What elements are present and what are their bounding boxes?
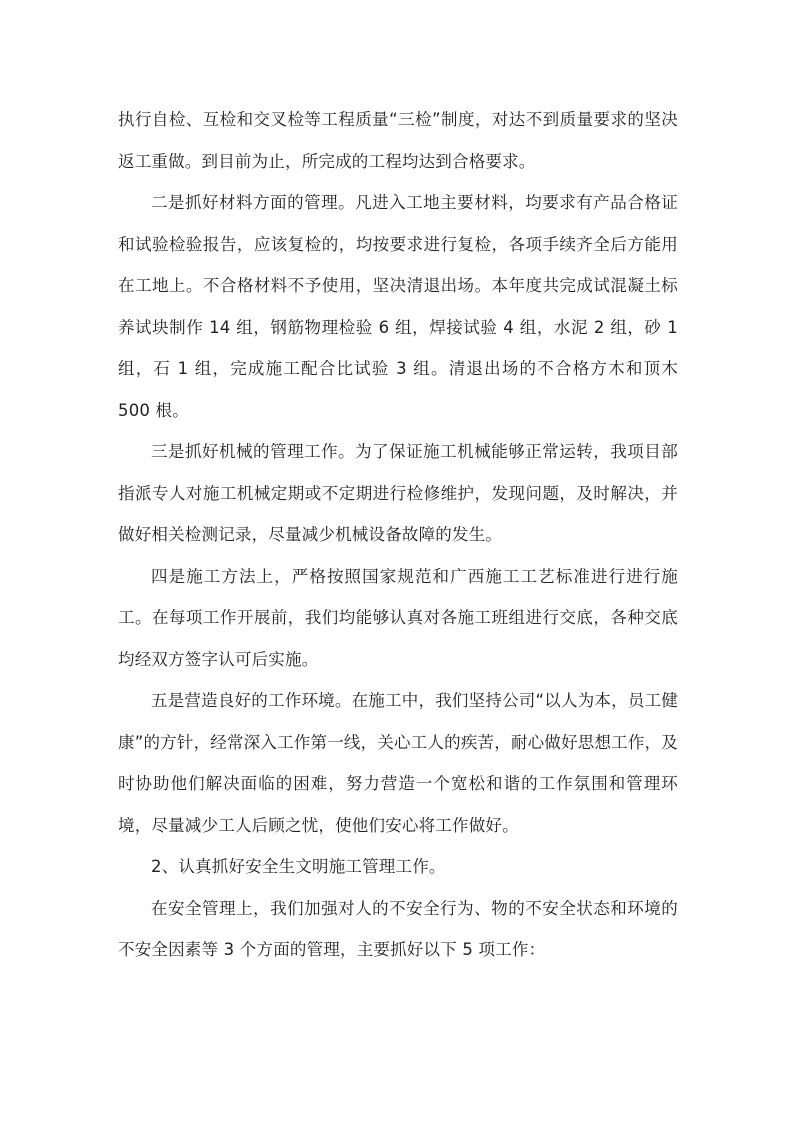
section-heading-safety: 2、认真抓好安全生文明施工管理工作。 bbox=[151, 857, 446, 876]
paragraph-work-environment: 五是营造良好的工作环境。在施工中，我们坚持公司“以人为本，员工健康”的方针，经常深入工作第一线，关心工人的疾苦，耐心做好思想工作，及时协助他们解决面临的困难，努力营造一个宽松和谐的工作氛围和管理环境，尽量减少工人后顾之忧，使他们安心将工作做好。 bbox=[118, 691, 678, 835]
paragraph-machinery-management: 三是抓好机械的管理工作。为了保证施工机械能够正常运转，我项目部指派专人对施工机械定期或不定期进行检修维护，发现问题，及时解决，并做好相关检测记录，尽量减少机械设备故障的发生。 bbox=[118, 442, 678, 544]
document-body bbox=[118, 99, 678, 971]
paragraph-construction-methods: 四是施工方法上，严格按照国家规范和广西施工工艺标准进行进行施工。在每项工作开展前，我们均能够认真对各施工班组进行交底，各种交底均经双方签字认可后实施。 bbox=[118, 566, 678, 669]
paragraph-quality-check-continuation: 执行自检、互检和交叉检等工程质量“三检”制度，对达不到质量要求的坚决返工重做。到目前为止，所完成的工程均达到合格要求。 bbox=[118, 110, 678, 171]
paragraph-materials-management: 二是抓好材料方面的管理。凡进入工地主要材料，均要求有产品合格证和试验检验报告，应该复检的，均按要求进行复检，各项手续齐全后方能用在工地上。不合格材料不予使用，坚决清退出场。本年度共完成试混凝土标养试块制作 14 组，钢筋物理检验 6 组，焊接试验 4 组，水泥 2 组，砂 1 组，石 1 组，完成施工配合比试验 3 组。清退出场的不合格方木和顶木 500 根。 bbox=[118, 193, 678, 420]
paragraph-safety-management: 在安全管理上，我们加强对人的不安全行为、物的不安全状态和环境的不安全因素等 3 个方面的管理，主要抓好以下 5 项工作： bbox=[118, 898, 678, 959]
